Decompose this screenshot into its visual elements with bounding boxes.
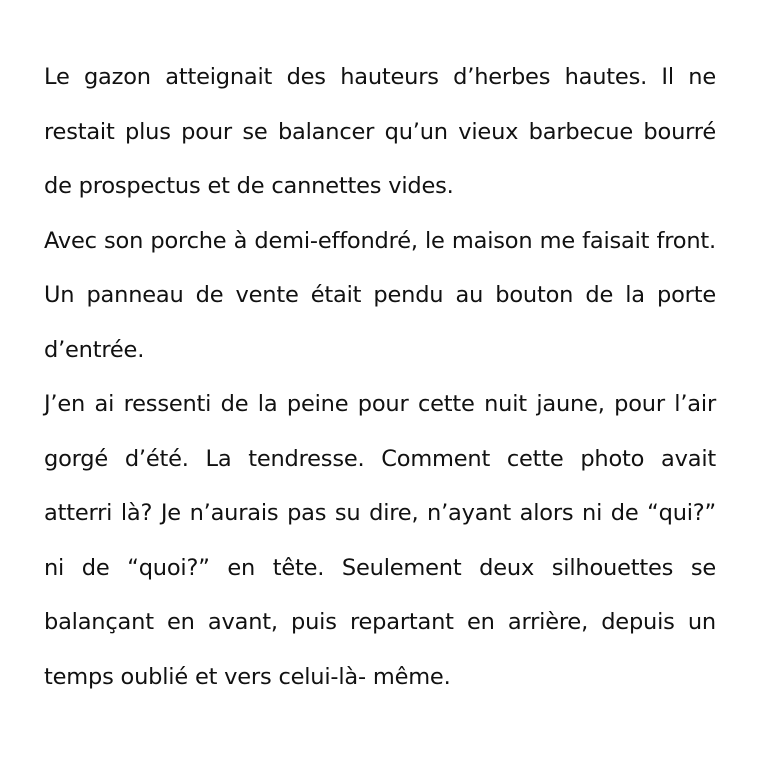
paragraph-1: Le gazon atteignait des hauteurs d’herbes hautes. Il ne restait plus pour se balancer qu’un vieux barbecue bourré de prospectus et de cannettes vides. [44,64,716,199]
paragraph-2: Avec son porche à demi-effondré, le maison me faisait front. Un panneau de vente était pendu au bouton de la porte d’entrée. [44,227,716,363]
document-page [44,50,716,704]
paragraph-3: J’en ai ressenti de la peine pour cette nuit jaune, pour l’air gorgé d’été. La tendresse. Comment cette photo avait atterri là? Je n’aurais pas su dire, n’ayant alors ni de “qui?” ni de “quoi?” en tête. Seulement deux silhouettes se balançant en avant, puis repartant en arrière, depuis un temps oublié et vers celui-là- même. [44,391,716,690]
